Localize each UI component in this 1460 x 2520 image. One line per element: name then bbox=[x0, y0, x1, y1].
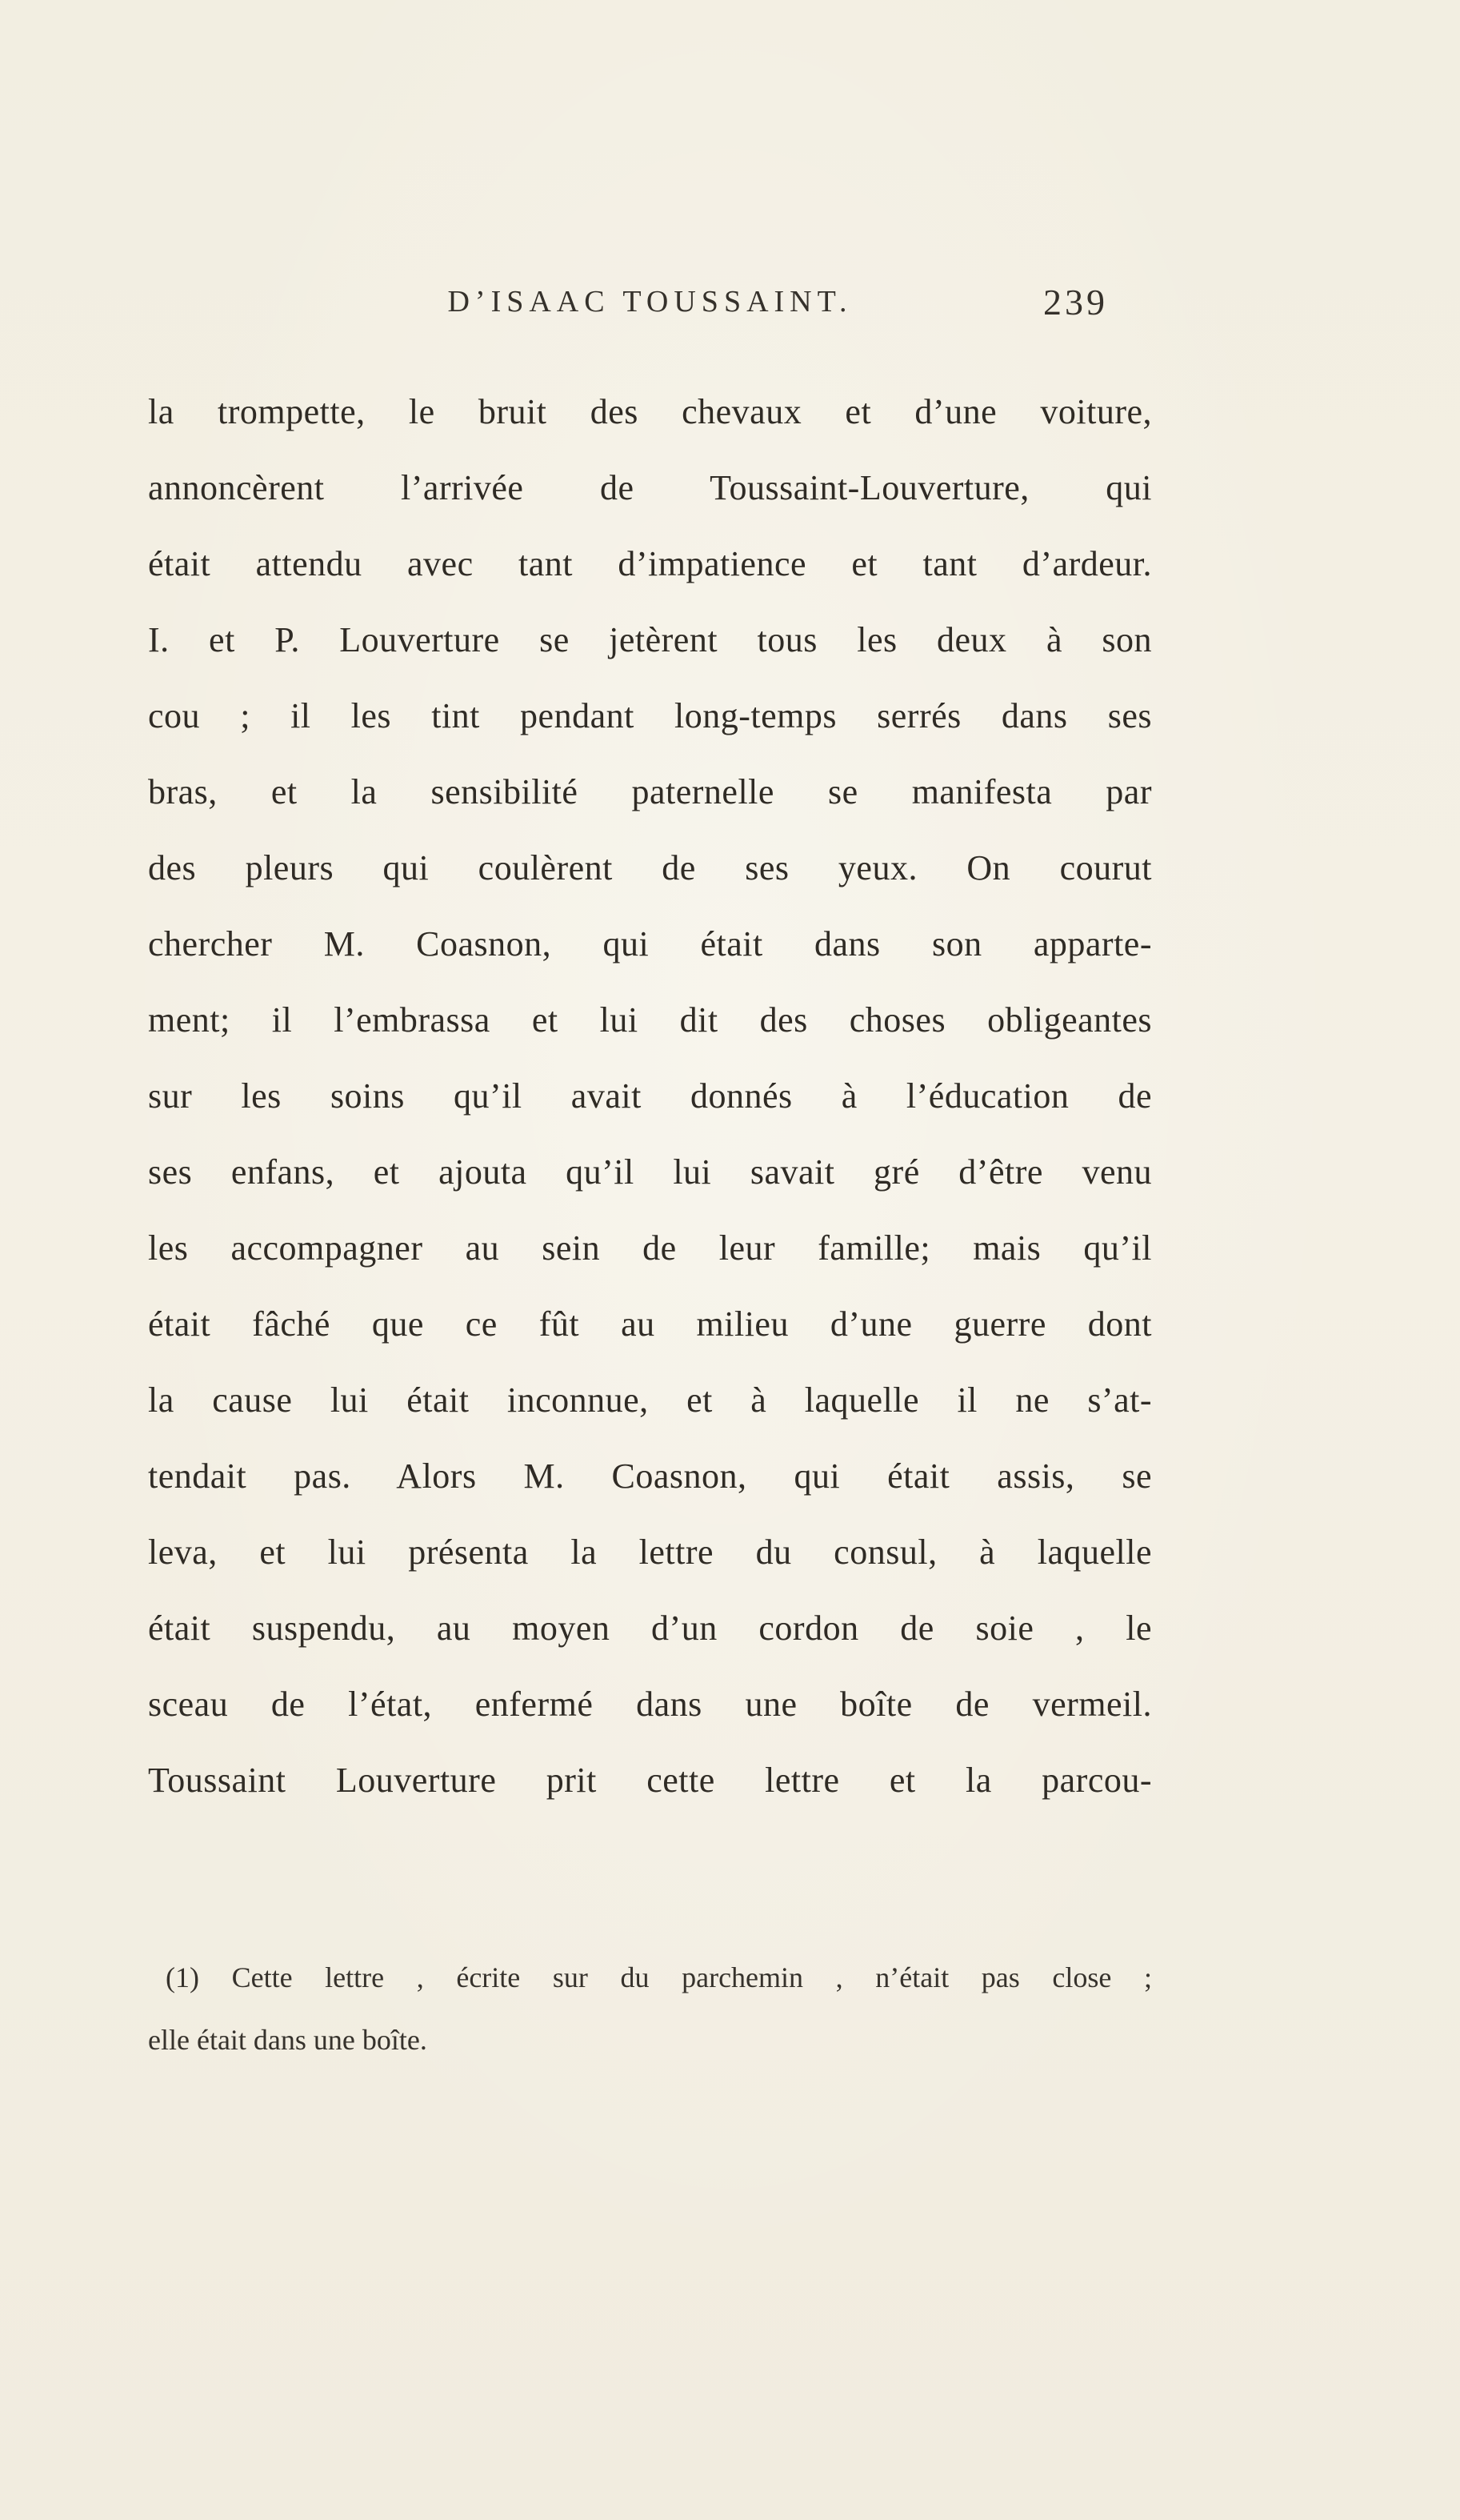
footnote-line: elle était dans une boîte. bbox=[148, 2024, 427, 2056]
text-line: cou ; il les tint pendant long-temps serrés dans ses bbox=[148, 696, 1152, 735]
text-line: la cause lui était inconnue, et à laquelle il ne s’at- bbox=[148, 1380, 1152, 1420]
text-line: des pleurs qui coulèrent de ses yeux. On courut bbox=[148, 848, 1152, 887]
text-line: leva, et lui présenta la lettre du consul, à laquelle bbox=[148, 1532, 1152, 1572]
text-line: bras, et la sensibilité paternelle se manifesta par bbox=[148, 772, 1152, 811]
text-line: ses enfans, et ajouta qu’il lui savait gré d’être venu bbox=[148, 1152, 1152, 1192]
text-line: était suspendu, au moyen d’un cordon de soie , le bbox=[148, 1609, 1152, 1648]
text-line: était fâché que ce fût au milieu d’une guerre dont bbox=[148, 1304, 1152, 1344]
running-title: D’ISAAC TOUSSAINT. bbox=[447, 285, 853, 319]
text-line: chercher M. Coasnon, qui était dans son apparte- bbox=[148, 924, 1152, 964]
text-line: la trompette, le bruit des chevaux et d’une voiture, bbox=[148, 392, 1152, 431]
page-content bbox=[148, 284, 1152, 2071]
footnote bbox=[148, 1946, 1152, 2071]
text-line: les accompagner au sein de leur famille; mais qu’il bbox=[148, 1228, 1152, 1268]
text-line: sur les soins qu’il avait donnés à l’éducation de bbox=[148, 1076, 1152, 1116]
body-text bbox=[148, 374, 1152, 1818]
text-line: était attendu avec tant d’impatience et tant d’ardeur. bbox=[148, 544, 1152, 583]
text-line: ment; il l’embrassa et lui dit des choses obligeantes bbox=[148, 1000, 1152, 1040]
text-line: annoncèrent l’arrivée de Toussaint-Louverture, qui bbox=[148, 468, 1152, 507]
footnote-line: (1) Cette lettre , écrite sur du parchemin , n’était pas close ; bbox=[166, 1961, 1152, 1993]
text-line: I. et P. Louverture se jetèrent tous les deux à son bbox=[148, 620, 1152, 659]
text-line: Toussaint Louverture prit cette lettre et la parcou- bbox=[148, 1761, 1152, 1800]
text-line: sceau de l’état, enfermé dans une boîte de vermeil. bbox=[148, 1685, 1152, 1724]
running-header bbox=[148, 284, 1152, 332]
text-line: tendait pas. Alors M. Coasnon, qui était assis, se bbox=[148, 1456, 1152, 1496]
page-number: 239 bbox=[1043, 282, 1108, 323]
